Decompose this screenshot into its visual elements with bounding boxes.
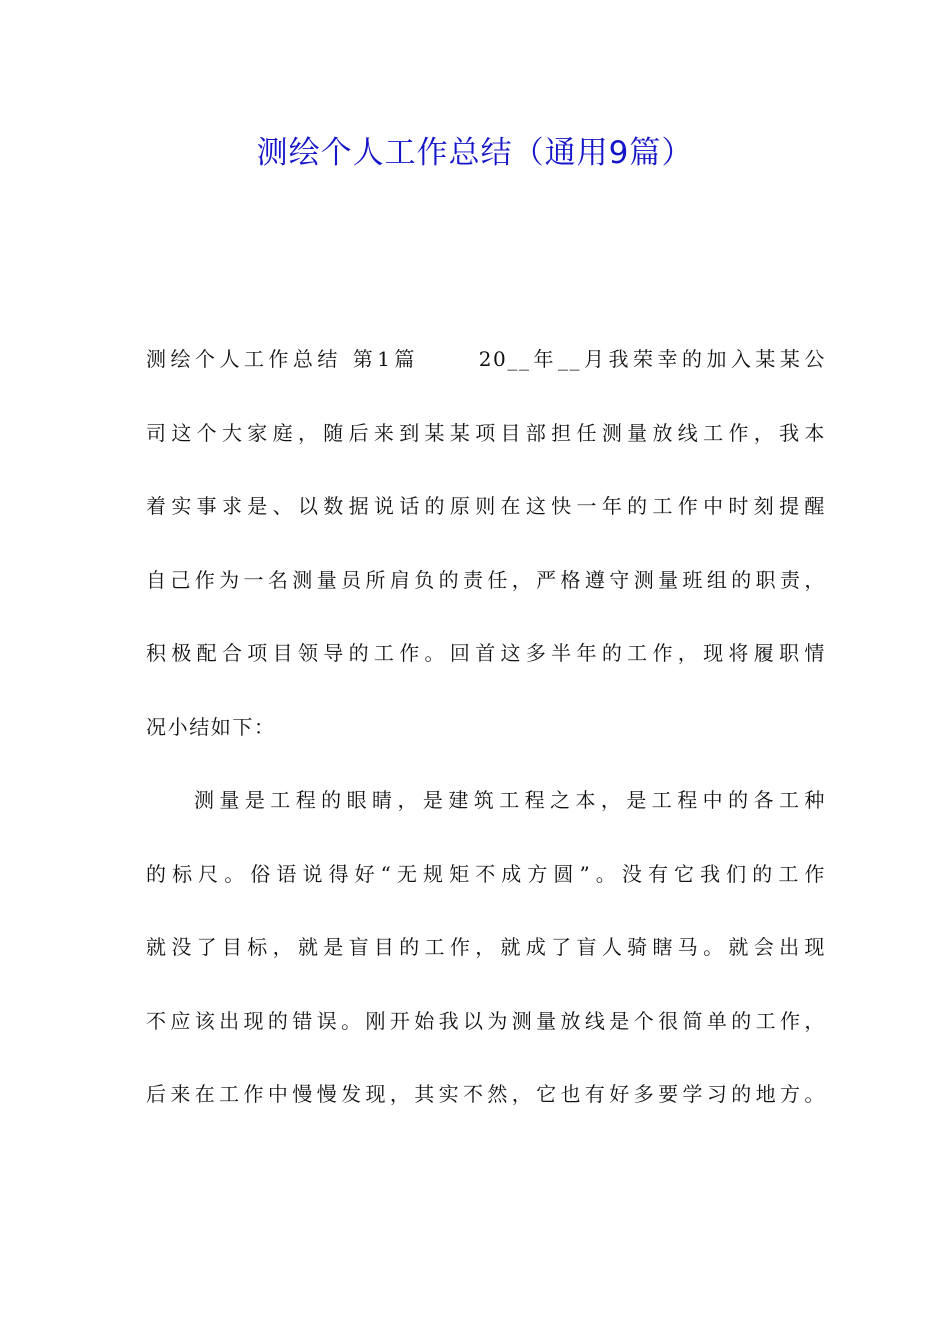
body-line: 司这个大家庭，随后来到某某项目部担任测量放线工作，我本 <box>146 420 826 445</box>
body-line: 自己作为一名测量员所肩负的责任，严格遵守测量班组的职责， <box>146 567 826 592</box>
body-line: 就没了目标，就是盲目的工作，就成了盲人骑瞎马。就会出现 <box>146 935 826 959</box>
document-title: 测绘个人工作总结（通用9篇） <box>256 135 694 171</box>
body-line: 积极配合项目领导的工作。回首这多半年的工作，现将履职情 <box>146 641 826 665</box>
body-line: 不应该出现的错误。刚开始我以为测量放线是个很简单的工作， <box>146 1008 826 1033</box>
body-line: 后来在工作中慢慢发现，其实不然，它也有好多要学习的地方。 <box>146 1082 826 1106</box>
body-line: 测绘个人工作总结 第1篇 20__年__月我荣幸的加入某某公 <box>146 347 826 371</box>
body-line: 况小结如下： <box>146 714 276 739</box>
document-body <box>146 337 826 1146</box>
body-line: 测量是工程的眼睛，是建筑工程之本，是工程中的各工种 <box>194 788 826 812</box>
body-line: 着实事求是、以数据说话的原则在这快一年的工作中时刻提醒 <box>146 494 826 518</box>
body-line: 的标尺。俗语说得好“无规矩不成方圆”。没有它我们的工作 <box>146 861 826 886</box>
